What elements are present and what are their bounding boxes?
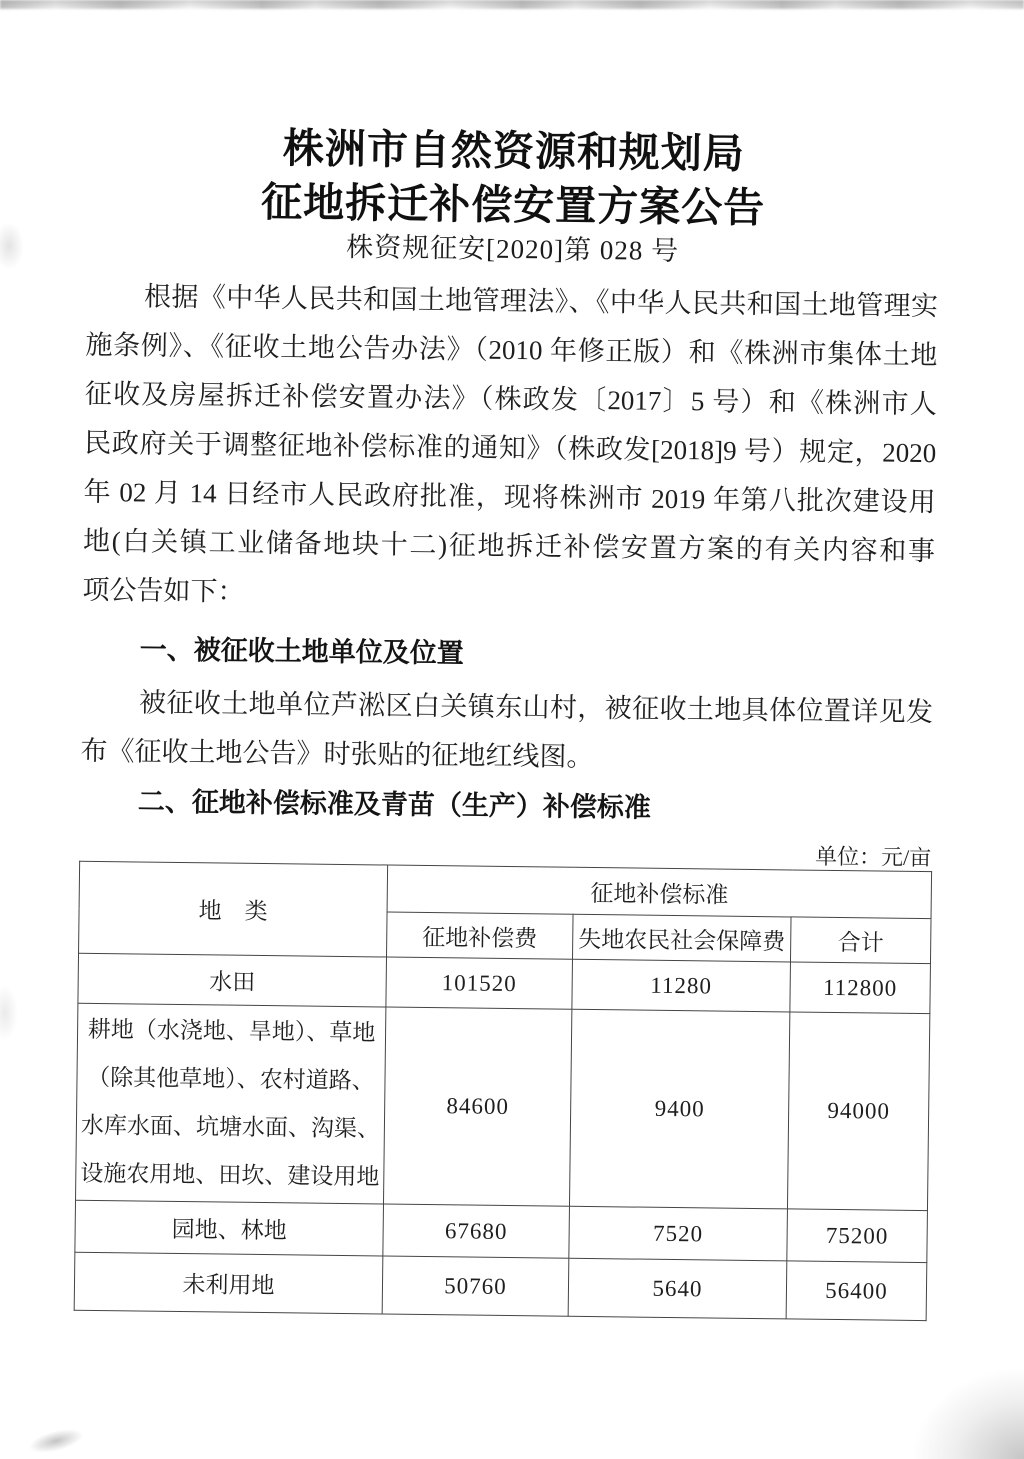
land-comp-fee-cell: 67680 <box>383 1204 570 1258</box>
scan-corner-shadow <box>914 1369 1024 1459</box>
intro-line: 地(白关镇工业储备地块十二)征地拆迁补偿安置方案的有关内容和事 <box>82 525 936 567</box>
section-1-line: 被征收土地单位芦淞区白关镇东山村，被征收土地具体位置详见发 <box>138 687 934 728</box>
land-comp-fee-cell: 50760 <box>382 1256 569 1316</box>
intro-line: 施条例》、《征收土地公告办法》（2010 年修正版）和《株洲市集体土地 <box>85 329 938 371</box>
column-header-land-comp-fee: 征地补偿费 <box>387 912 574 959</box>
total-cell: 56400 <box>786 1261 927 1321</box>
intro-line: 年 02 月 14 日经市人民政府批准，现将株洲市 2019 年第八批次建设用 <box>83 476 936 518</box>
section-2-heading: 二、征地补偿标准及青苗（生产）补偿标准 <box>137 786 652 823</box>
land-type-cell: 水田 <box>78 953 387 1007</box>
total-cell: 75200 <box>787 1209 928 1263</box>
total-cell: 94000 <box>787 1012 929 1211</box>
intro-line: 征收及房屋拆迁补偿安置办法》（株政发〔2017〕5 号）和《株洲市人 <box>84 378 937 420</box>
intro-line: 民政府关于调整征地补偿标准的通知》（株政发[2018]9 号）规定，2020 <box>84 427 937 469</box>
social-security-fee-cell: 5640 <box>568 1258 787 1319</box>
column-header-land-type: 地 类 <box>79 861 388 957</box>
column-header-total: 合计 <box>790 917 931 964</box>
land-comp-fee-cell: 84600 <box>383 1007 571 1206</box>
table-row <box>74 1252 927 1320</box>
column-header-group: 征地补偿标准 <box>387 865 932 919</box>
table-row <box>76 1003 930 1210</box>
compensation-standards-table <box>74 861 932 1321</box>
intro-line: 项公告如下： <box>82 574 245 607</box>
social-security-fee-cell: 7520 <box>569 1206 788 1261</box>
land-type-cell: 园地、林地 <box>75 1200 384 1256</box>
column-header-social-security-fee: 失地农民社会保障费 <box>572 914 791 962</box>
intro-line: 根据《中华人民共和国土地管理法》、《中华人民共和国土地管理实 <box>143 281 939 322</box>
land-comp-fee-cell: 101520 <box>386 957 573 1009</box>
table-unit-note: 单位：元/亩 <box>814 843 932 871</box>
land-type-cell: 耕地（水浇地、旱地）、草地（除其他草地）、农村道路、水库水面、坑塘水面、沟渠、设施农用地、田坎、建设用地 <box>76 1003 386 1204</box>
land-type-cell: 未利用地 <box>74 1252 383 1314</box>
section-1-heading: 一、被征收土地单位及位置 <box>139 634 464 669</box>
social-security-fee-cell: 9400 <box>569 1009 789 1209</box>
document-title-line-2: 征地拆迁补偿安置方案公告 <box>260 178 766 232</box>
section-1-line: 布《征收土地公告》时张贴的征地红线图。 <box>80 735 594 773</box>
document-title-line-1: 株洲市自然资源和规划局 <box>282 125 746 177</box>
table-header-row-group <box>79 861 932 918</box>
total-cell: 112800 <box>790 962 931 1014</box>
social-security-fee-cell: 11280 <box>572 959 791 1012</box>
document-number: 株资规征安[2020]第 028 号 <box>345 231 680 267</box>
